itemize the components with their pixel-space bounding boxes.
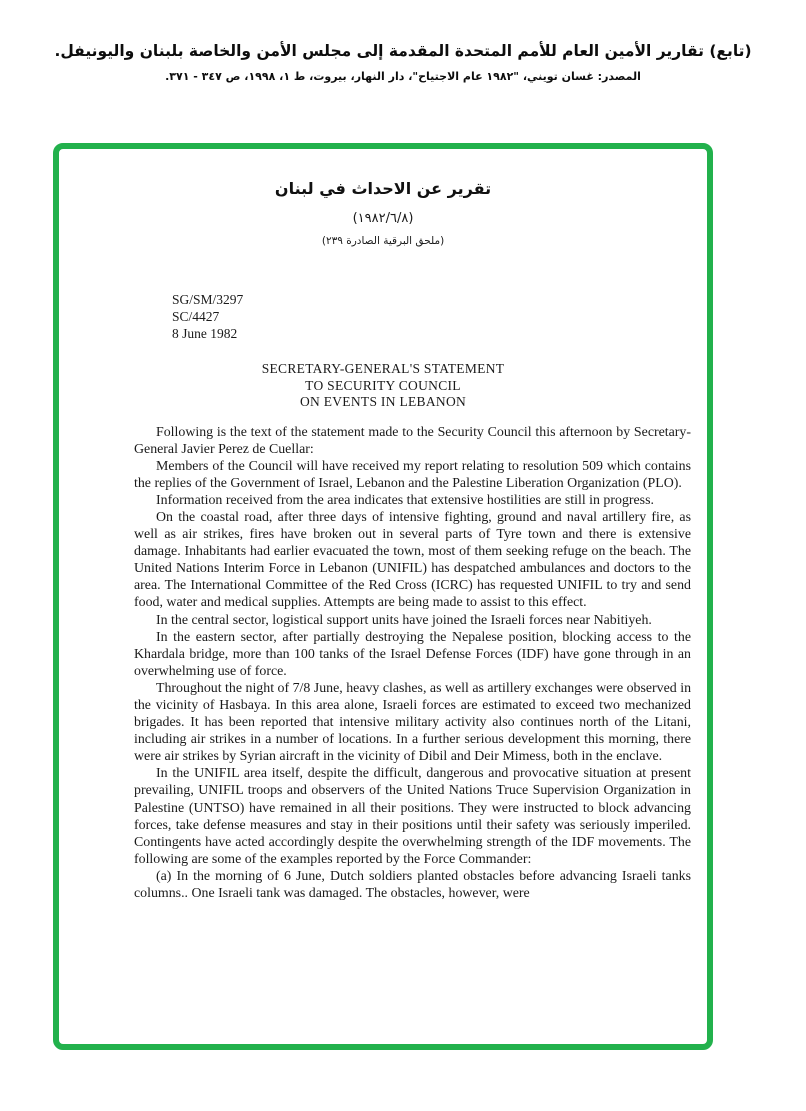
body-paragraph: Throughout the night of 7/8 June, heavy clashes, as well as artillery exchanges were observed in the vicinity of Hasbaya. In this area alone, Israeli forces are estimated to exceed two mechanized brigades. It has been reported that intensive military activity also continues north of the Litani, including air strikes in a number of locations. In a further serious development this morning, there were air strikes by Syrian aircraft in the vicinity of Dibil and Deir Mimess, both in the enclave. xyxy=(134,680,692,765)
body-paragraph: On the coastal road, after three days of intensive fighting, ground and naval artillery fire, as well as air strikes, fires have broken out in several parts of Tyre town and there is extensive damage. Inhabitants had earlier evacuated the town, most of them seeking refuge on the beach. The United Nations Interim Force in Lebanon (UNIFIL) has despatched ambulances and doctors to the area. The International Committee of the Red Cross (ICRC) has requested UNIFIL to try and send food, water and medical supplies. Attempts are being made to assist to this effect. xyxy=(134,509,691,611)
body-paragraph: Information received from the area indicates that extensive hostilities are still in progress. xyxy=(156,492,654,508)
statement-heading-line3: ON EVENTS IN LEBANON xyxy=(299,394,467,409)
statement-heading xyxy=(59,361,707,411)
body-paragraph: (a) In the morning of 6 June, Dutch soldiers planted obstacles before advancing Israeli tanks columns.. One Israeli tank was damaged. The obstacles, however, were xyxy=(134,868,691,902)
reference-symbol-sgsm: SG/SM/3297 xyxy=(172,292,244,307)
source-header-title-arabic: (تابع) تقارير الأمين العام للأمم المتحدة المقدمة إلى مجلس الأمن والخاصة بلبنان واليونيفل. xyxy=(54,42,752,60)
statement-heading-line1: SECRETARY-GENERAL'S STATEMENT xyxy=(261,361,505,376)
body-paragraph: Following is the text of the statement made to the Security Council this afternoon by Secretary-General Javier Perez de Cuellar: xyxy=(134,424,691,457)
body-paragraph: In the eastern sector, after partially destroying the Nepalese position, blocking access to the Khardala bridge, more than 100 tanks of the Israel Defense Forces (IDF) have gone through in an overwhelming use of force. xyxy=(134,629,691,679)
reference-date: 8 June 1982 xyxy=(172,326,238,341)
body-paragraph: In the central sector, logistical support units have joined the Israeli forces near Nabitiyeh. xyxy=(156,612,652,628)
document-date-arabic: (١٩٨٢/٦/٨) xyxy=(352,211,414,226)
reference-block xyxy=(172,291,707,342)
document-frame xyxy=(53,143,713,1050)
document-annex-note-arabic: (ملحق البرقية الصادرة ٢٣٩) xyxy=(321,235,445,247)
statement-heading-line2: TO SECURITY COUNCIL xyxy=(305,377,461,393)
body-paragraph: In the UNIFIL area itself, despite the difficult, dangerous and provocative situation at present prevailing, UNIFIL troops and observers of the United Nations Truce Supervision Organization in Palestine (UNTSO) have remained in all their positions. They were instructed to block advancing forces, take defense measures and stay in their positions until their safety was seriously imperiled. Contingents have acted accordingly despite the overwhelming strength of the IDF movements. The following are some of the examples reported by the Force Commander: xyxy=(134,766,691,867)
reference-symbol-sc: SC/4427 xyxy=(172,309,220,324)
source-header-citation-arabic: المصدر: غسان تويني، "١٩٨٢ عام الاجتياح"، دار النهار، بيروت، ط ١، ١٩٩٨، ص ٣٤٧ - ٣٧١. xyxy=(165,70,641,83)
statement-body xyxy=(134,424,691,903)
source-header xyxy=(0,42,806,83)
body-paragraph: Members of the Council will have received my report relating to resolution 509 which contains the replies of the Government of Israel, Lebanon and the Palestine Liberation Organization (PLO). xyxy=(134,458,691,491)
document-title-arabic: تقرير عن الاحداث في لبنان xyxy=(274,179,492,198)
